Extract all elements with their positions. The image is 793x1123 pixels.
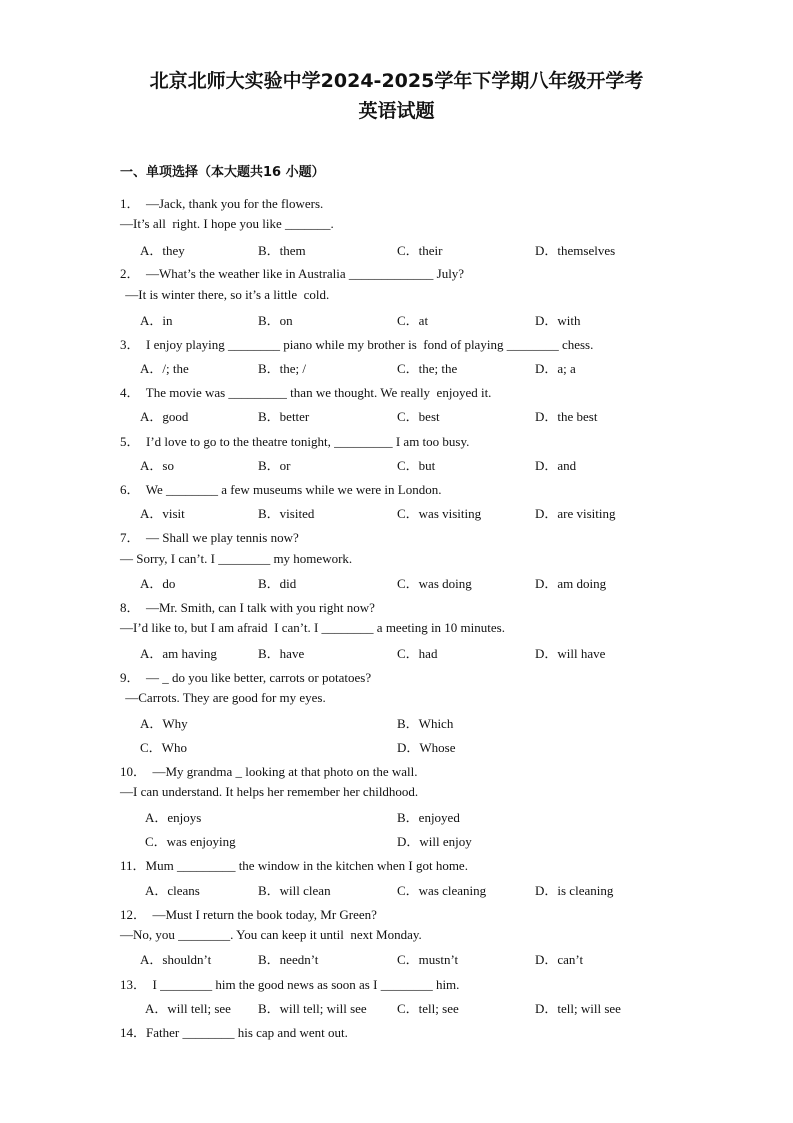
q4-option-b[interactable]: B．better bbox=[258, 409, 310, 424]
q9-option-b[interactable]: B．Which bbox=[397, 716, 454, 731]
q2-option-b[interactable]: B．on bbox=[258, 313, 293, 328]
question-8-stem-2: —I’d like to, but I am afraid I can’t. I ________ a meeting in 10 minutes. bbox=[120, 620, 505, 635]
q1-option-b[interactable]: B．them bbox=[258, 243, 306, 258]
question-14-stem: 14．Father ________ his cap and went out. bbox=[120, 1025, 348, 1040]
q8-option-d[interactable]: D．will have bbox=[535, 646, 606, 661]
q10-option-c[interactable]: C．was enjoying bbox=[145, 834, 236, 849]
q10-option-b[interactable]: B．enjoyed bbox=[397, 810, 460, 825]
section-heading: 一、单项选择（本大题共16 小题） bbox=[120, 165, 325, 180]
q2-option-c[interactable]: C．at bbox=[397, 313, 429, 328]
question-5-stem: 5． I’d love to go to the theatre tonight, _________ I am too busy. bbox=[120, 434, 470, 449]
q3-option-c[interactable]: C．the; the bbox=[397, 361, 458, 376]
q11-option-d[interactable]: D．is cleaning bbox=[535, 883, 614, 898]
q2-option-a[interactable]: A．in bbox=[140, 313, 173, 328]
q3-option-b[interactable]: B．the; / bbox=[258, 361, 307, 376]
page-subtitle: 英语试题 bbox=[358, 100, 435, 122]
question-1-stem-2: —It’s all right. I hope you like _______. bbox=[120, 216, 334, 231]
q7-option-d[interactable]: D．am doing bbox=[535, 576, 607, 591]
q8-option-b[interactable]: B．have bbox=[258, 646, 305, 661]
q7-option-c[interactable]: C．was doing bbox=[397, 576, 472, 591]
q11-option-a[interactable]: A．cleans bbox=[145, 883, 200, 898]
q7-option-a[interactable]: A．do bbox=[140, 576, 176, 591]
q8-option-a[interactable]: A．am having bbox=[140, 646, 217, 661]
q12-option-a[interactable]: A．shouldn’t bbox=[140, 952, 212, 967]
question-13-stem: 13． I ________ him the good news as soon as I ________ him. bbox=[120, 977, 460, 992]
question-4-stem: 4． The movie was _________ than we thought. We really enjoyed it. bbox=[120, 385, 492, 400]
q10-option-a[interactable]: A．enjoys bbox=[145, 810, 202, 825]
q12-option-b[interactable]: B．needn’t bbox=[258, 952, 319, 967]
page-title: 北京北师大实验中学2024-2025学年下学期八年级开学考 bbox=[149, 70, 644, 92]
q6-option-b[interactable]: B．visited bbox=[258, 506, 315, 521]
q12-option-d[interactable]: D．can’t bbox=[535, 952, 584, 967]
q13-option-c[interactable]: C．tell; see bbox=[397, 1001, 459, 1016]
q11-option-c[interactable]: C．was cleaning bbox=[397, 883, 487, 898]
q5-option-d[interactable]: D．and bbox=[535, 458, 577, 473]
q5-option-c[interactable]: C．but bbox=[397, 458, 436, 473]
q2-option-d[interactable]: D．with bbox=[535, 313, 581, 328]
q6-option-c[interactable]: C．was visiting bbox=[397, 506, 482, 521]
question-8-stem: 8． —Mr. Smith, can I talk with you right now? bbox=[120, 600, 375, 615]
q9-option-a[interactable]: A．Why bbox=[140, 716, 188, 731]
q13-option-a[interactable]: A．will tell; see bbox=[145, 1001, 231, 1016]
question-6-stem: 6． We ________ a few museums while we were in London. bbox=[120, 482, 442, 497]
question-2-stem-2: —It is winter there, so it’s a little cold. bbox=[122, 287, 330, 302]
question-3-stem: 3． I enjoy playing ________ piano while my brother is fond of playing ________ chess. bbox=[120, 337, 594, 352]
q13-option-b[interactable]: B．will tell; will see bbox=[258, 1001, 367, 1016]
q1-option-a[interactable]: A．they bbox=[140, 243, 185, 258]
q4-option-c[interactable]: C．best bbox=[397, 409, 440, 424]
q4-option-d[interactable]: D．the best bbox=[535, 409, 598, 424]
question-7-stem-2: — Sorry, I can’t. I ________ my homework. bbox=[120, 551, 353, 566]
question-2-stem: 2． —What’s the weather like in Australia _____________ July? bbox=[120, 266, 465, 281]
q9-option-c[interactable]: C．Who bbox=[140, 740, 187, 755]
question-1-stem: 1． —Jack, thank you for the flowers. bbox=[120, 196, 324, 211]
question-11-stem: 11．Mum _________ the window in the kitchen when I got home. bbox=[120, 858, 468, 873]
q4-option-a[interactable]: A．good bbox=[140, 409, 189, 424]
q6-option-d[interactable]: D．are visiting bbox=[535, 506, 616, 521]
question-9-stem: 9． — _ do you like better, carrots or potatoes? bbox=[120, 670, 372, 685]
question-12-stem: 12． —Must I return the book today, Mr Green? bbox=[120, 907, 377, 922]
q7-option-b[interactable]: B．did bbox=[258, 576, 297, 591]
q12-option-c[interactable]: C．mustn’t bbox=[397, 952, 459, 967]
q9-option-d[interactable]: D．Whose bbox=[397, 740, 456, 755]
q13-option-d[interactable]: D．tell; will see bbox=[535, 1001, 621, 1016]
q5-option-a[interactable]: A．so bbox=[140, 458, 174, 473]
question-10-stem: 10． —My grandma _ looking at that photo on the wall. bbox=[120, 764, 418, 779]
question-7-stem: 7． — Shall we play tennis now? bbox=[120, 530, 299, 545]
question-10-stem-2: —I can understand. It helps her remember her childhood. bbox=[120, 784, 419, 799]
q11-option-b[interactable]: B．will clean bbox=[258, 883, 331, 898]
q6-option-a[interactable]: A．visit bbox=[140, 506, 185, 521]
q1-option-c[interactable]: C．their bbox=[397, 243, 443, 258]
q1-option-d[interactable]: D．themselves bbox=[535, 243, 616, 258]
q10-option-d[interactable]: D．will enjoy bbox=[397, 834, 472, 849]
q8-option-c[interactable]: C．had bbox=[397, 646, 438, 661]
question-9-stem-2: —Carrots. They are good for my eyes. bbox=[122, 690, 326, 705]
q3-option-a[interactable]: A．/; the bbox=[140, 361, 189, 376]
q5-option-b[interactable]: B．or bbox=[258, 458, 291, 473]
q3-option-d[interactable]: D．a; a bbox=[535, 361, 576, 376]
question-12-stem-2: —No, you ________. You can keep it until next Monday. bbox=[120, 927, 422, 942]
